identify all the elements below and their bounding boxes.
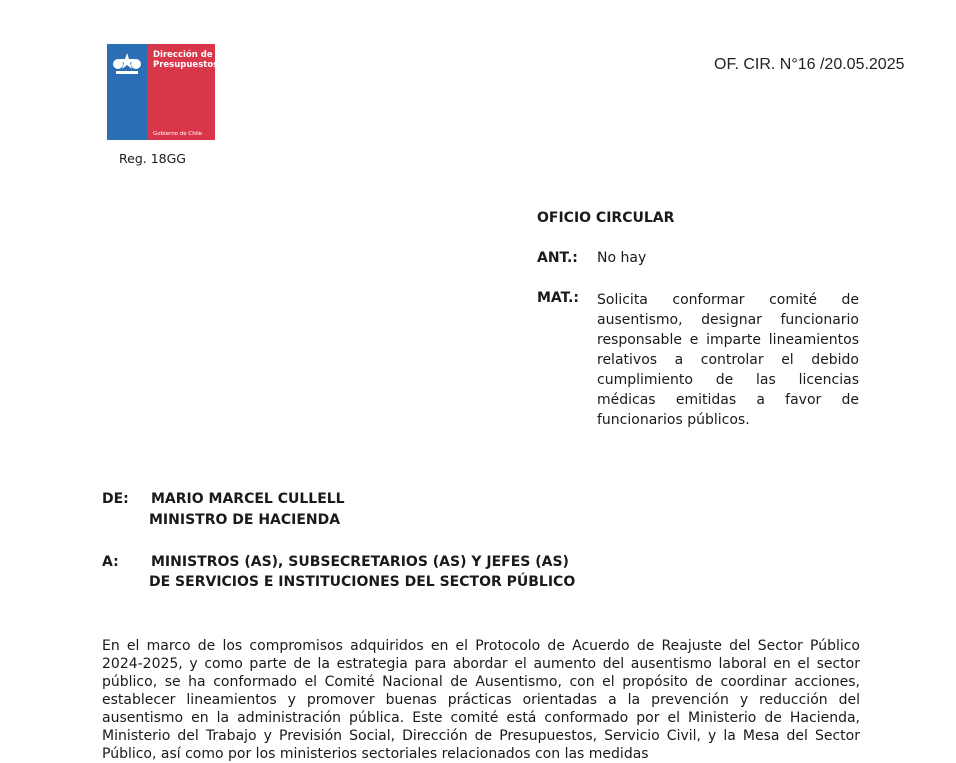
registration-code: Reg. 18GG: [119, 151, 186, 166]
logo-line2: Presupuestos: [153, 60, 219, 70]
recipient-line1: MINISTROS (AS), SUBSECRETARIOS (AS) Y JEFES (AS): [151, 554, 569, 570]
logo-line1: Dirección de: [153, 50, 213, 60]
ant-label: ANT.:: [537, 250, 578, 266]
recipient-label: A:: [102, 554, 119, 570]
sender-role: MINISTRO DE HACIENDA: [149, 512, 341, 528]
sender-label: DE:: [102, 491, 129, 507]
logo-blue-panel: [107, 44, 147, 140]
body-paragraph: En el marco de los compromisos adquiridos en el Protocolo de Acuerdo de Reajuste del Sector Público 2024-2025, y como parte de la estrategia para abordar el aumento del ausentismo laboral en el sector público, se ha conformado el Comité Nacional de Ausentismo, con el propósito de coordinar acciones, establecer lineamientos y promover buenas prácticas orientadas a la prevención y reducción del ausentismo en la administración pública. Este comité está conformado por el Ministerio de Hacienda, Ministerio del Trabajo y Previsión Social, Dirección de Presupuestos, Servicio Civil, y la Mesa del Sector Público, así como por los ministerios sectoriales relacionados con las medidas: [102, 638, 860, 762]
recipient-line2: DE SERVICIOS E INSTITUCIONES DEL SECTOR PÚBLICO: [149, 574, 576, 590]
ant-value: No hay: [597, 250, 647, 266]
mat-label: MAT.:: [537, 290, 580, 306]
mat-value: Solicita conformar comité de ausentismo, designar funcionario responsable e imparte lineamientos relativos a controlar el debido cumplimiento de las licencias médicas emitidas a favor de funcionarios públicos.: [597, 292, 859, 428]
dipres-logo: [107, 44, 219, 140]
sender-name: MARIO MARCEL CULLELL: [151, 491, 345, 507]
document-type-title: OFICIO CIRCULAR: [537, 210, 675, 226]
logo-text: [153, 50, 218, 70]
logo-red-panel: [147, 44, 219, 140]
document-reference: OF. CIR. N°16 /20.05.2025: [714, 56, 905, 73]
coat-of-arms-icon: [110, 50, 144, 78]
logo-footer: Gobierno de Chile: [153, 131, 203, 137]
